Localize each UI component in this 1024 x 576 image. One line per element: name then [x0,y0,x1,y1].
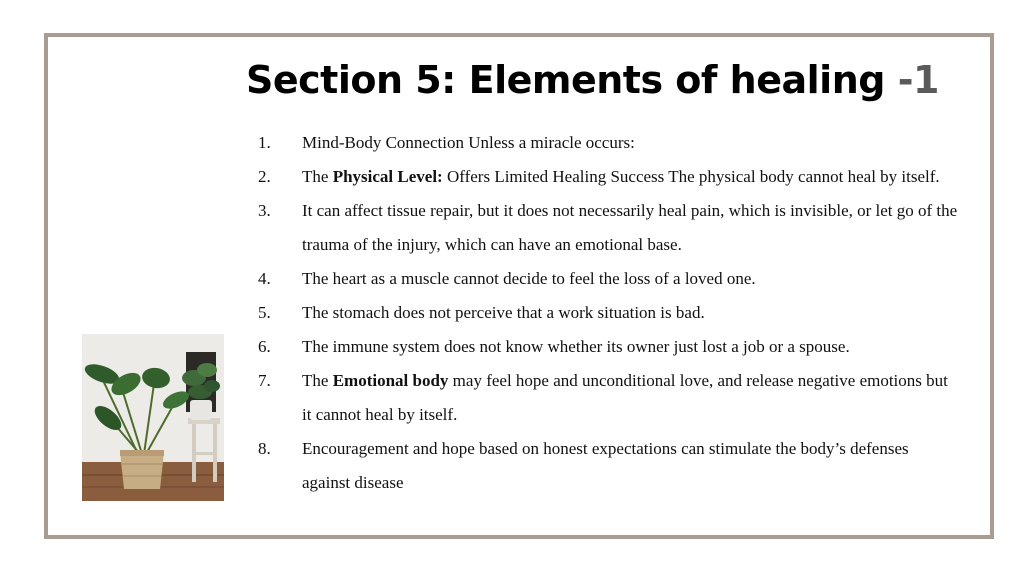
list-item-number: 5. [258,303,271,322]
plant-photo [82,334,224,501]
list-item-number: 3. [258,201,271,220]
list-item-text: Mind-Body Connection Unless a miracle occurs: [302,133,635,152]
slide-title [246,58,939,102]
list-item-bold-term: Physical Level: [332,167,443,186]
list-item-text-pre: The [302,371,333,390]
list-item-number: 8. [258,439,271,458]
list-item-number: 4. [258,269,271,288]
healing-elements-list [258,126,958,500]
list-item [258,262,958,296]
list-item-number: 1. [258,133,271,152]
list-item-number: 7. [258,371,271,390]
title-text: Section 5: Elements of healing [246,58,885,102]
list-item-number: 6. [258,337,271,356]
list-item-text: The heart as a muscle cannot decide to feel the loss of a loved one. [302,269,756,288]
list-item [258,160,958,194]
list-item-text: The immune system does not know whether its owner just lost a job or a spouse. [302,337,850,356]
list-item-text: It can affect tissue repair, but it does not necessarily heal pain, which is invisible, or let go of the trauma of the injury, which can have an emotional base. [302,201,958,254]
list-item [258,330,958,364]
list-item-bold-term: Emotional body [332,371,449,390]
list-item [258,296,958,330]
list-item-text: Encouragement and hope based on honest expectations can stimulate the body’s defenses against disease [302,439,909,492]
list-item [258,126,958,160]
list-item-number: 2. [258,167,271,186]
title-suffix: -1 [897,58,939,102]
list-item-text-post: Offers Limited Healing Success The physical body cannot heal by itself. [442,167,940,186]
list-item-text-post: may feel hope and unconditional love, and release negative emotions but it cannot heal by itself. [302,371,948,424]
list-item [258,364,958,432]
list-item-text: The stomach does not perceive that a work situation is bad. [302,303,705,322]
list-item-text-pre: The [302,167,333,186]
list-item [258,432,958,500]
list-item [258,194,958,262]
plant-photo-illustration [82,334,224,501]
